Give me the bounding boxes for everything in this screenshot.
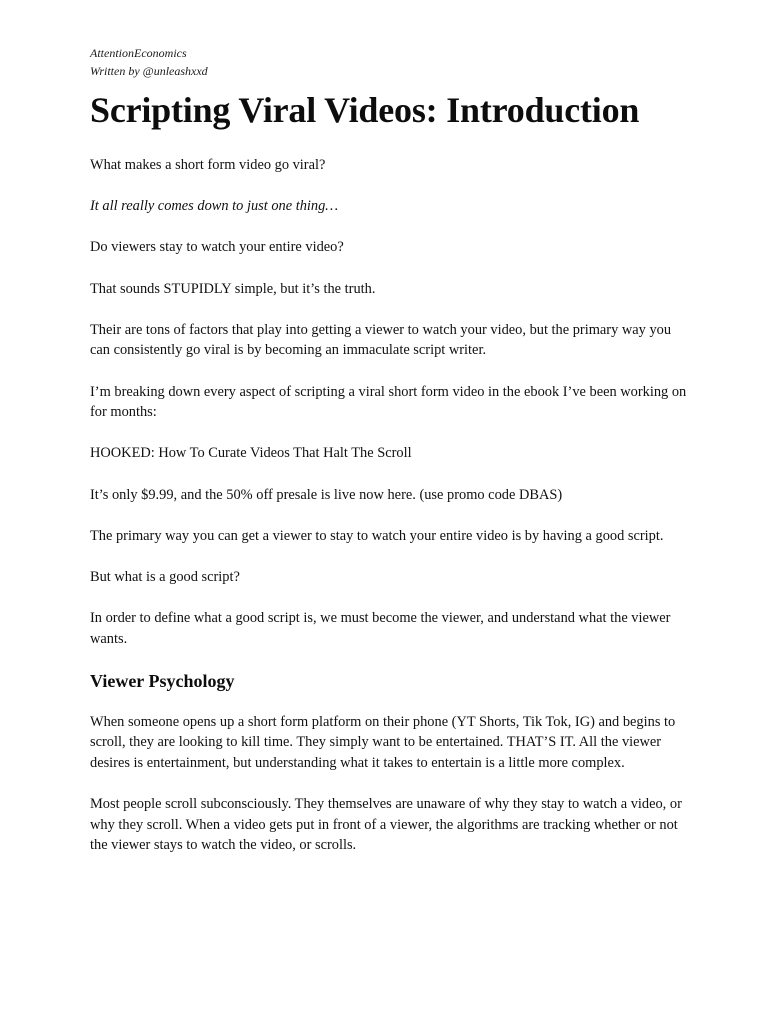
paragraph: But what is a good script? (90, 568, 240, 585)
document-page (90, 44, 690, 877)
promo-paragraph: It’s only $9.99, and the 50% off presale is live now here. (use promo code DBAS) (90, 486, 563, 503)
paragraph-italic: It all really comes down to just one thing… (90, 198, 339, 215)
paragraph: That sounds STUPIDLY simple, but it’s the truth. (90, 280, 376, 297)
paragraph: What makes a short form video go viral? (90, 157, 326, 173)
paragraph: In order to define what a good script is, we must become the viewer, and understand what the viewer wants. (90, 610, 671, 647)
page-title: Scripting Viral Videos: Introduction (90, 90, 640, 130)
paragraph: When someone opens up a short form platform on their phone (YT Shorts, Tik Tok, IG) and begins to scroll, they are looking to kill time. They simply want to be entertained. THAT’S IT. All the viewer desires is entertainment, but understanding what it takes to entertain is a little more complex. (90, 713, 676, 772)
paragraph: Do viewers stay to watch your entire video? (90, 239, 344, 256)
paragraph: Most people scroll subconsciously. They themselves are unaware of why they stay to watch a video, or why they scroll. When a video gets put in front of a viewer, the algorithms are tracking whether or not the viewer stays to watch the video, or scrolls. (90, 796, 682, 854)
byline: Written by @unleashxxd (90, 64, 208, 78)
paragraph: I’m breaking down every aspect of scripting a viral short form video in the ebook I’ve been working on for months: (90, 383, 687, 421)
ebook-title: HOOKED: How To Curate Videos That Halt The Scroll (90, 445, 412, 462)
section-heading: Viewer Psychology (90, 670, 235, 691)
paragraph: Their are tons of factors that play into getting a viewer to watch your video, but the primary way you can consistently go viral is by becoming an immaculate script writer. (90, 321, 672, 359)
article-body (90, 155, 690, 856)
paragraph: The primary way you can get a viewer to stay to watch your entire video is by having a good script. (90, 527, 664, 544)
publication-name: AttentionEconomics (90, 46, 187, 60)
